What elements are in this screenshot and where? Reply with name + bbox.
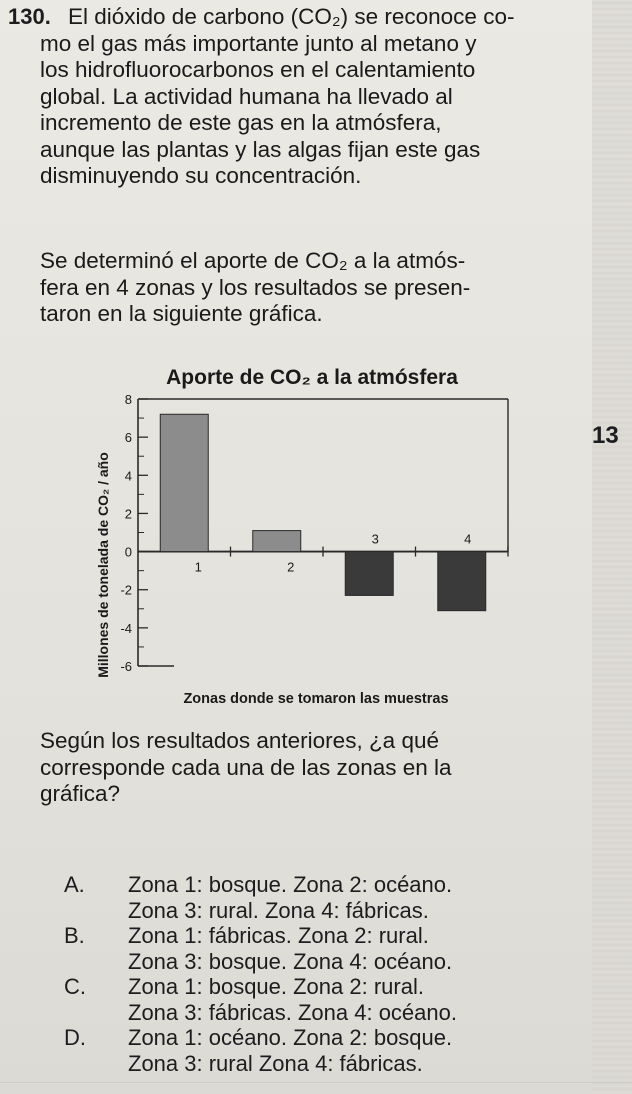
bar <box>438 552 486 611</box>
option-line: Zona 3: rural Zona 4: fábricas. <box>128 1050 423 1076</box>
y-tick-label: -2 <box>120 582 132 598</box>
option-line: Zona 1: bosque. Zona 2: rural. <box>128 974 424 999</box>
x-tick-label: 4 <box>464 531 472 547</box>
y-tick-label: -4 <box>120 620 132 636</box>
option-line: Zona 1: océano. Zona 2: bosque. <box>128 1025 453 1050</box>
side-page-number: 13 <box>592 422 619 449</box>
y-tick-label: -6 <box>120 659 132 674</box>
intro-line: incremento de este gas en la atmósfera, <box>40 110 442 135</box>
prompt-line: Según los resultados anteriores, ¿a qué <box>40 728 439 753</box>
option-letter: A. <box>64 872 85 897</box>
intro-line: los hidrofluorocarbonos en el calentamiento <box>40 57 476 82</box>
chart-x-axis-label: Zonas donde se tomaron las muestras <box>183 691 449 707</box>
intro-line: global. La actividad humana ha llevado al <box>40 83 453 109</box>
bar <box>345 552 393 596</box>
y-tick-label: 6 <box>124 430 132 446</box>
bar <box>253 531 301 552</box>
prompt-paragraph <box>40 728 600 808</box>
y-tick-label: 2 <box>124 506 132 522</box>
context-line: fera en 4 zonas y los resultados se presen- <box>40 274 471 300</box>
option-text <box>128 872 588 923</box>
option-text <box>128 974 588 1025</box>
y-tick-label: 4 <box>124 468 132 484</box>
intro-line: aunque las plantas y las algas fijan este gas <box>40 136 481 162</box>
option-text <box>128 1025 588 1076</box>
x-tick-label: 1 <box>194 559 202 575</box>
option-text <box>128 923 588 974</box>
chart-title: Aporte de CO₂ a la atmósfera <box>166 366 458 389</box>
option-line: Zona 3: rural. Zona 4: fábricas. <box>128 897 429 923</box>
co2-bar-chart <box>0 350 632 720</box>
intro-paragraph <box>40 4 610 190</box>
option-letter: B. <box>64 923 85 948</box>
x-tick-label: 3 <box>371 531 379 547</box>
context-paragraph <box>40 248 600 328</box>
bottom-divider <box>0 1082 632 1083</box>
option-line: Zona 1: fábricas. Zona 2: rural. <box>128 923 429 948</box>
x-tick-label: 2 <box>287 559 295 575</box>
prompt-line: gráfica? <box>40 781 121 806</box>
prompt-line: corresponde cada una de las zonas en la <box>40 754 452 780</box>
y-tick-label: 8 <box>124 392 132 407</box>
option-line: Zona 3: fábricas. Zona 4: océano. <box>128 999 457 1025</box>
chart-y-axis-label: Millones de tonelada de CO₂ / año <box>95 452 111 678</box>
question-number: 130. <box>8 4 51 29</box>
y-tick-label: 0 <box>124 544 132 560</box>
option-line: Zona 3: bosque. Zona 4: océano. <box>128 948 453 974</box>
intro-line: El dióxido de carbono (CO₂) se reconoce co- <box>68 4 515 29</box>
context-line: taron en la siguiente gráfica. <box>40 301 323 326</box>
option-line: Zona 1: bosque. Zona 2: océano. <box>128 872 453 897</box>
bar <box>160 414 208 551</box>
option-letter: C. <box>64 974 86 999</box>
option-letter: D. <box>64 1025 86 1050</box>
intro-line: mo el gas más importante junto al metano y <box>40 30 477 56</box>
context-line: Se determinó el aporte de CO₂ a la atmós- <box>40 248 466 273</box>
intro-line: disminuyendo su concentración. <box>40 163 362 188</box>
chart-plot-area <box>120 392 508 674</box>
